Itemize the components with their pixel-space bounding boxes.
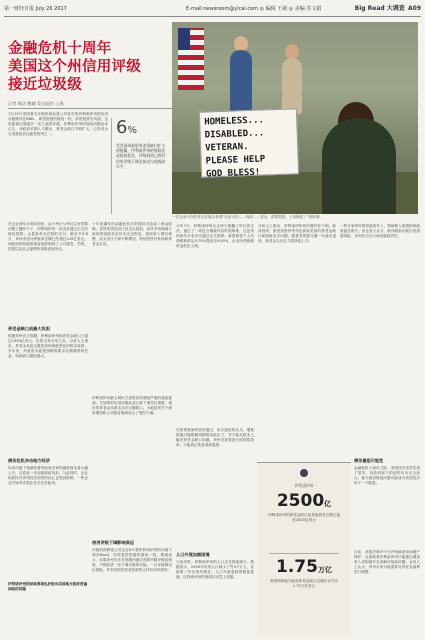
article-column-1b: 在过去两年多的时间里，由于州长与州议会在预算问题上僵持不下，伊利诺伊州一直没有通过正式的财政预算，大量账单无法按时支付。截至今年6月，该州未偿付的账单总额已经超过145亿美元。州政府的财政困境直接影响到了公共服务，学校、医院以及社会福利机构都受到冲击。 bbox=[8, 222, 88, 252]
subhead-5: 人口外流加剧困境 bbox=[176, 552, 210, 557]
article-column-1c: 根据该州官方数据，伊利诺伊州的养老金缺口已超过1300亿美元，位居全美各州之首。分析人士指出，养老金负担过重是该州财政恶化的根本原因。多年来，州政府未能按照精算要求足额缴纳养老金，导致缺口越滚越大。 bbox=[8, 334, 88, 359]
subhead-6: 债务重组可能性 bbox=[354, 458, 384, 463]
article-column-3a: 今年7月，伊利诺伊州议会终于推翻了州长的否决，通过了一项包含增税内容的预算案，这是该州两年多来首次通过正式预算。新预算将个人所得税税率从3.75%提高至4.95%，企业所得税税率也相应上调。 bbox=[176, 224, 254, 249]
veteran-figure bbox=[322, 118, 396, 214]
article-column-1a: 7月19日美国著名评级机构标普公司宣布将伊利诺伊州的信用评级维持在BBB-，即投资级的最低一档，前景展望为负面。这是距离垃圾级仅一步之遥的评级。伊利诺伊州的财政问题由来已久，州政府长期入不敷出，养老金缺口不断扩大，已经成为全美财政状况最差的州之一。 bbox=[8, 112, 108, 137]
article-column-2c: 评级机构穆迪公司也在6月将伊利诺伊州的评级下调至Baa3，同样是投资级的最低一档。穆迪表示，如果该州无法在短期内通过预算并解决财政困境，不排除进一步下调评级的可能。一旦评级降至垃圾级，许多机构投资者将被禁止持有该州债券。 bbox=[92, 548, 172, 573]
article-column-3c: 与此同时，伊利诺伊州的人口正在持续减少。数据显示，2016年该州人口减少了约3.7万人，连续第三年出现负增长。人口外流意味着税基萎缩，这将使该州的财政状况雪上加霜。 bbox=[176, 560, 254, 580]
article-column-3b: 尽管预算最终获得通过，但评级机构认为，增税措施只能缓解短期的财政压力，并不能从根本上解决养老金缺口问题。该州仍需要进行结构性改革，才能真正恢复财政健康。 bbox=[176, 428, 254, 448]
pull-quote-value: 6% bbox=[116, 117, 137, 138]
subhead-1: 养老金缺口成最大负担 bbox=[8, 326, 50, 331]
section-name: Big Read 大调查 bbox=[354, 5, 405, 12]
header-section bbox=[355, 3, 421, 15]
headline-rule bbox=[8, 108, 172, 109]
bullet-icon bbox=[300, 469, 308, 477]
pedestrian-woman-2 bbox=[282, 58, 302, 114]
stat-value-1: 2500亿 bbox=[276, 491, 332, 511]
article-column-5c: 目前，美国法律并不允许州政府申请破产保护，这意味着伊利诺伊州只能通过增加收入或削减开支来解决财政问题。业内人士认为，该州未来可能需要对养老金福利进行调整。 bbox=[354, 550, 420, 575]
main-photo bbox=[172, 22, 418, 214]
stats-box bbox=[257, 462, 351, 636]
headline-line-2: 美国这个州信用评级 bbox=[8, 59, 142, 75]
article-column-2a: 十年前爆发的金融危机对美国经济造成了深远影响。虽然美国经济已经走出衰退，但许多州和地方政府的财政状况仍未完全恢复。税收收入增长缓慢，而支出压力却不断增加，特别是医疗补助和养老金支出。 bbox=[92, 222, 172, 247]
subhead-2: 债务危机冲击地方经济 bbox=[8, 458, 50, 463]
flag-canton bbox=[178, 28, 190, 50]
paper-date: 第一财经日报 July 26 2017 bbox=[4, 6, 67, 12]
pull-quote-text: 受美国州政府养老金缺口扩大的拖累，伊利诺伊州的财政状况持续恶化，评级机构已将其信用评级下调至接近垃圾级的水平。 bbox=[116, 143, 166, 169]
sign-line: GOD BLESS! bbox=[205, 167, 261, 180]
stat-desc-2: 美国州和地方政府养老金缺口总额估计约为1.75万亿美元 bbox=[269, 579, 339, 588]
article-column-5b: 金融危机十周年之际，美国经济虽然实现了复苏，但危机留下的创伤仍未完全愈合。地方政府财政问题可能成为美国经济的下一个隐患。 bbox=[354, 466, 420, 486]
header-contact: E-mail:newsroom@yicai.com ◎ 编辑 王祯 ◎ 美编 苏文娟 bbox=[186, 6, 322, 12]
headline bbox=[8, 40, 168, 94]
page-number: A09 bbox=[408, 5, 421, 12]
subhead-3: 伊利诺伊州的财政困境也折射出美国地方政府普遍面临的问题 bbox=[8, 582, 88, 591]
sign-line: VETERAN. bbox=[204, 142, 249, 154]
article-column-1d: 信用评级下调意味着州政府未来的融资成本将大幅上升，这将进一步加重财政负担。与此同时，企业和居民对该州经济前景的信心也受到影响，一些企业开始考虑将业务迁往其他州。 bbox=[8, 466, 88, 486]
sign-line: PLEASE HELP bbox=[205, 154, 266, 167]
sign-line: DISABLED... bbox=[204, 128, 265, 141]
stat-divider bbox=[269, 553, 339, 554]
stat-label: 伊利诺伊州 bbox=[294, 483, 314, 488]
sign-line: HOMELESS... bbox=[204, 115, 265, 128]
headline-line-1: 金融危机十周年 bbox=[8, 41, 112, 57]
pull-quote bbox=[111, 118, 169, 214]
byline: 记者 顾洁 鲍婕 发自纽约 上海 bbox=[8, 101, 64, 106]
page-header bbox=[4, 3, 421, 15]
header-rule bbox=[4, 16, 421, 17]
headline-line-3: 接近垃圾级 bbox=[8, 77, 82, 93]
article-column-4a: 分析人士指出，伊利诺伊州的问题并非个例。新泽西州、康涅狄格州等州也面临类似的养老金缺口和财政赤字问题。随着美国婴儿潮一代逐步退休，养老金支付压力将持续上升。 bbox=[258, 224, 336, 244]
stat-value-2: 1.75万亿 bbox=[276, 557, 332, 577]
subhead-4: 信用评级下调影响深远 bbox=[92, 540, 134, 545]
pedestrian-woman-1 bbox=[230, 50, 252, 112]
stat-desc-1: 伊利诺伊州的养老金缺口及其他债务总额已接近2500亿美元 bbox=[268, 513, 340, 522]
cardboard-sign bbox=[199, 108, 299, 180]
photo-caption: 一位无家可归的老兵在街头举着“无家可归……残疾……老兵，请帮帮我，上帝保佑！”的标牌。 bbox=[172, 215, 324, 219]
article-column-5a: 一些专家呼吁联邦政府介入，帮助陷入困境的州政府渡过难关。但也有人认为，联邦救助可能引发道德风险，各州应当自行承担财政责任。 bbox=[340, 224, 420, 239]
article-column-2b: 伊利诺伊州最大城市芝加哥同样面临严峻的财政挑战。芝加哥的信用评级此前已被下调至垃圾级，城市的养老金体系也存在巨额缺口。当地居民对于税收增加和公共服务削减表达了强烈不满。 bbox=[92, 396, 172, 416]
